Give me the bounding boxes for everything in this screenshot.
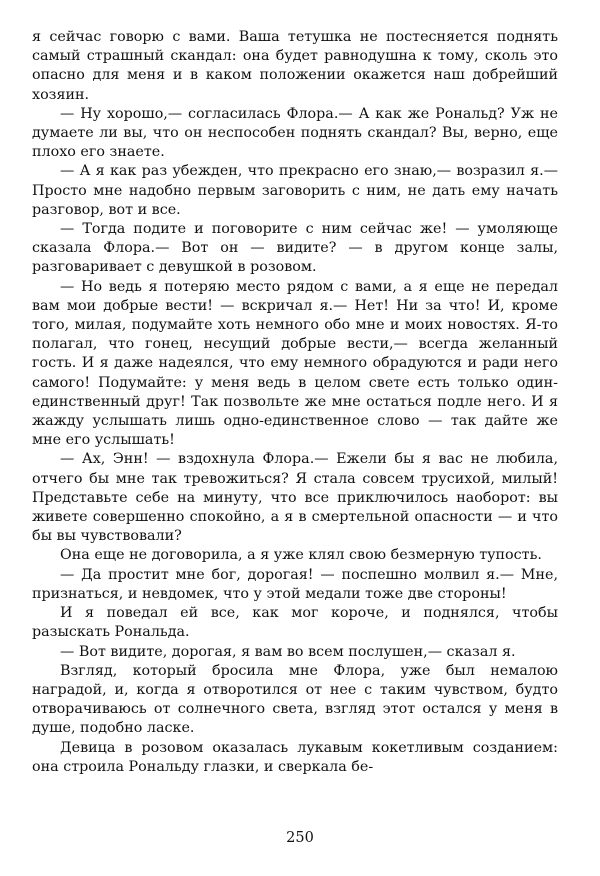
paragraph-11: Взгляд, который бросила мне Флора, уже был немалою наградой, и, когда я отворотился от нее с таким чувством, будто отворачиваюсь от солнечного света, взгляд этот остался у меня в душе, подобно ласке. (32, 662, 558, 737)
paragraph-1: я сейчас говорю с вами. Ваша тетушка не постесняется поднять самый страшный скандал: она будет равнодушна к тому, сколь это опасно для меня и в каком положении окажется наш добрейший хозяин. (32, 29, 558, 103)
paragraph-5: — Но ведь я потеряю место рядом с вами, а я еще не передал вам мои добрые вести! — вскричал я.— Нет! Ни за что! И, кроме того, милая, подумайте хоть немного обо мне и моих новостях. Я-то полагал, что гонец, несущий добрые вести,— всегда желанный гость. И я даже надеялся, что ему немного обрадуются и ради него самого! Подумайте: у меня ведь в целом свете есть только один-единственный друг! Так позвольте же мне остаться подле него. И я жажду услышать лишь одно-единственное слово — так дайте же мне его услышать! (32, 278, 558, 449)
paragraph-8: — Да простит мне бог, дорогая! — поспешно молвил я.— Мне, признаться, и невдомек, что у этой медали тоже две стороны! (32, 566, 558, 602)
paragraph-7: Она еще не договорила, а я уже клял свою безмерную тупость. (60, 547, 542, 564)
paragraph-3: — А я как раз убежден, что прекрасно его знаю,— возразил я.— Просто мне надобно первым заговорить с ним, не дать ему начать разговор, вот и все. (32, 163, 558, 218)
paragraph-6: — Ах, Энн! — вздохнула Флора.— Ежели бы я вас не любила, отчего бы мне так тревожиться? Я стала совсем трусихой, милый! Представьте себе на минуту, что все приключилось наоборот: вы живете совершенно спокойно, а я в смертельной опасности — и что бы вы чувствовали? (32, 451, 558, 545)
page-number: 250 (286, 830, 314, 846)
paragraph-4: — Тогда подите и поговорите с ним сейчас же! — умоляюще сказала Флора.— Вот он — видите? — в другом конце залы, разговаривает с девушкой в розовом. (32, 221, 558, 276)
paragraph-12: Девица в розовом оказалась лукавым кокетливым созданием: она строила Рональду глазки, и сверкала бе- (32, 739, 558, 775)
paragraph-10: — Вот видите, дорогая, я вам во всем послушен,— сказал я. (60, 643, 516, 660)
book-page-text (32, 28, 558, 777)
paragraph-2: — Ну хорошо,— согласилась Флора.— А как же Рональд? Уж не думаете ли вы, что он неспособен поднять скандал? Вы, верно, еще плохо его знаете. (32, 105, 558, 161)
paragraph-9: И я поведал ей все, как мог короче, и поднялся, чтобы разыскать Рональда. (32, 605, 558, 641)
